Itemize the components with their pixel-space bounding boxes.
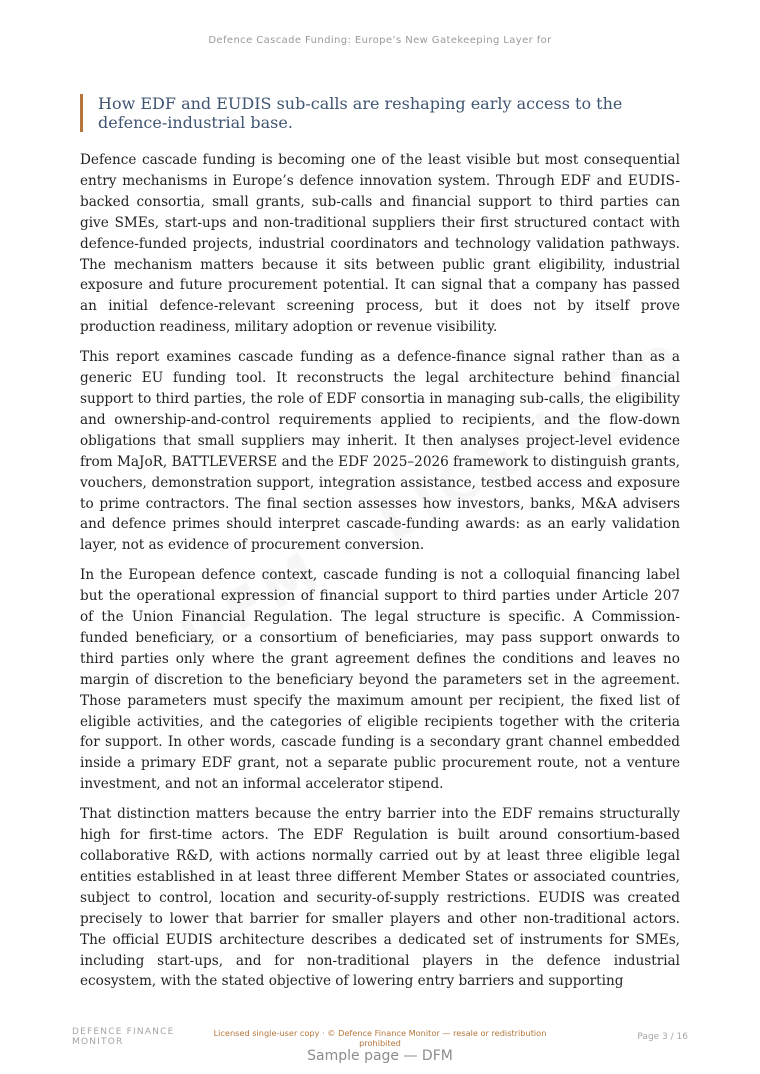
- footer-brand: [72, 1027, 174, 1047]
- body-paragraph-3: In the European defence context, cascade funding is not a colloquial financing label but the operational expression of financial support to third parties under Article 207 of the Union Financial Regulation. The legal structure is specific. A Commission-funded beneficiary, or a consortium of beneficiaries, may pass support onwards to third parties only where the grant agreement defines the conditions and leaves no margin of discretion to the beneficiary beyond the parameters set in the agreement. Those parameters must specify the maximum amount per recipient, the fixed list of eligible activities, and the categories of eligible recipients together with the criteria for support. In other words, cascade funding is a secondary grant channel embedded inside a primary EDF grant, not a separate public procurement route, not a venture investment, and not an informal accelerator stipend.: [80, 567, 680, 793]
- footer-license-notice: Licensed single-user copy · © Defence Finance Monitor — resale or redistribution prohibited: [213, 1028, 547, 1048]
- body-paragraph-2: This report examines cascade funding as a defence-finance signal rather than as a generic EU funding tool. It reconstructs the legal architecture behind financial support to third parties, the role of EDF consortia in managing sub-calls, the eligibility and ownership-and-control requirements applied to recipients, and the flow-down obligations that small suppliers may inherit. It then analyses project-level evidence from MaJoR, BATTLEVERSE and the EDF 2025–2026 framework to distinguish grants, vouchers, demonstration support, integration assistance, testbed access and exposure to prime contractors. The final section assesses how investors, banks, M&A advisers and defence primes should interpret cascade-funding awards: as an early validation layer, not as evidence of procurement conversion.: [80, 349, 680, 554]
- page-number: Page 3 / 16: [637, 1032, 688, 1042]
- body-text: [80, 150, 680, 998]
- section-subtitle: How EDF and EUDIS sub-calls are reshaping early access to the defence-industrial base.: [80, 94, 680, 132]
- body-paragraph-4: That distinction matters because the entry barrier into the EDF remains structurally high for first-time actors. The EDF Regulation is built around consortium-based collaborative R&D, with actions normally carried out by at least three eligible legal entities established in at least three different Member States or associated countries, subject to control, location and security-of-supply restrictions. EUDIS was created precisely to lower that barrier for smaller players and other non-traditional actors. The official EUDIS architecture describes a dedicated set of instruments for SMEs, including start-ups, and for non-traditional players in the defence industrial ecosystem, with the stated objective of lowering entry barriers and supporting: [80, 806, 680, 990]
- footer-brand-line-2: MONITOR: [72, 1037, 124, 1047]
- body-paragraph-1: Defence cascade funding is becoming one of the least visible but most consequential entry mechanisms in Europe’s defence innovation system. Through EDF and EUDIS-backed consortia, small grants, sub-calls and financial support to third parties can give SMEs, start-ups and non-traditional suppliers their first structured contact with defence-funded projects, industrial coordinators and technology validation pathways. The mechanism matters because it sits between public grant eligibility, industrial exposure and future procurement potential. It can signal that a company has passed an initial defence-relevant screening process, but it does not by itself prove production readiness, military adoption or revenue visibility.: [80, 152, 680, 336]
- footer-brand-line-1: DEFENCE FINANCE: [72, 1027, 175, 1037]
- sample-page-label: Sample page — DFM: [307, 1048, 453, 1064]
- running-header: Defence Cascade Funding: Europe’s New Gatekeeping Layer for: [208, 35, 552, 46]
